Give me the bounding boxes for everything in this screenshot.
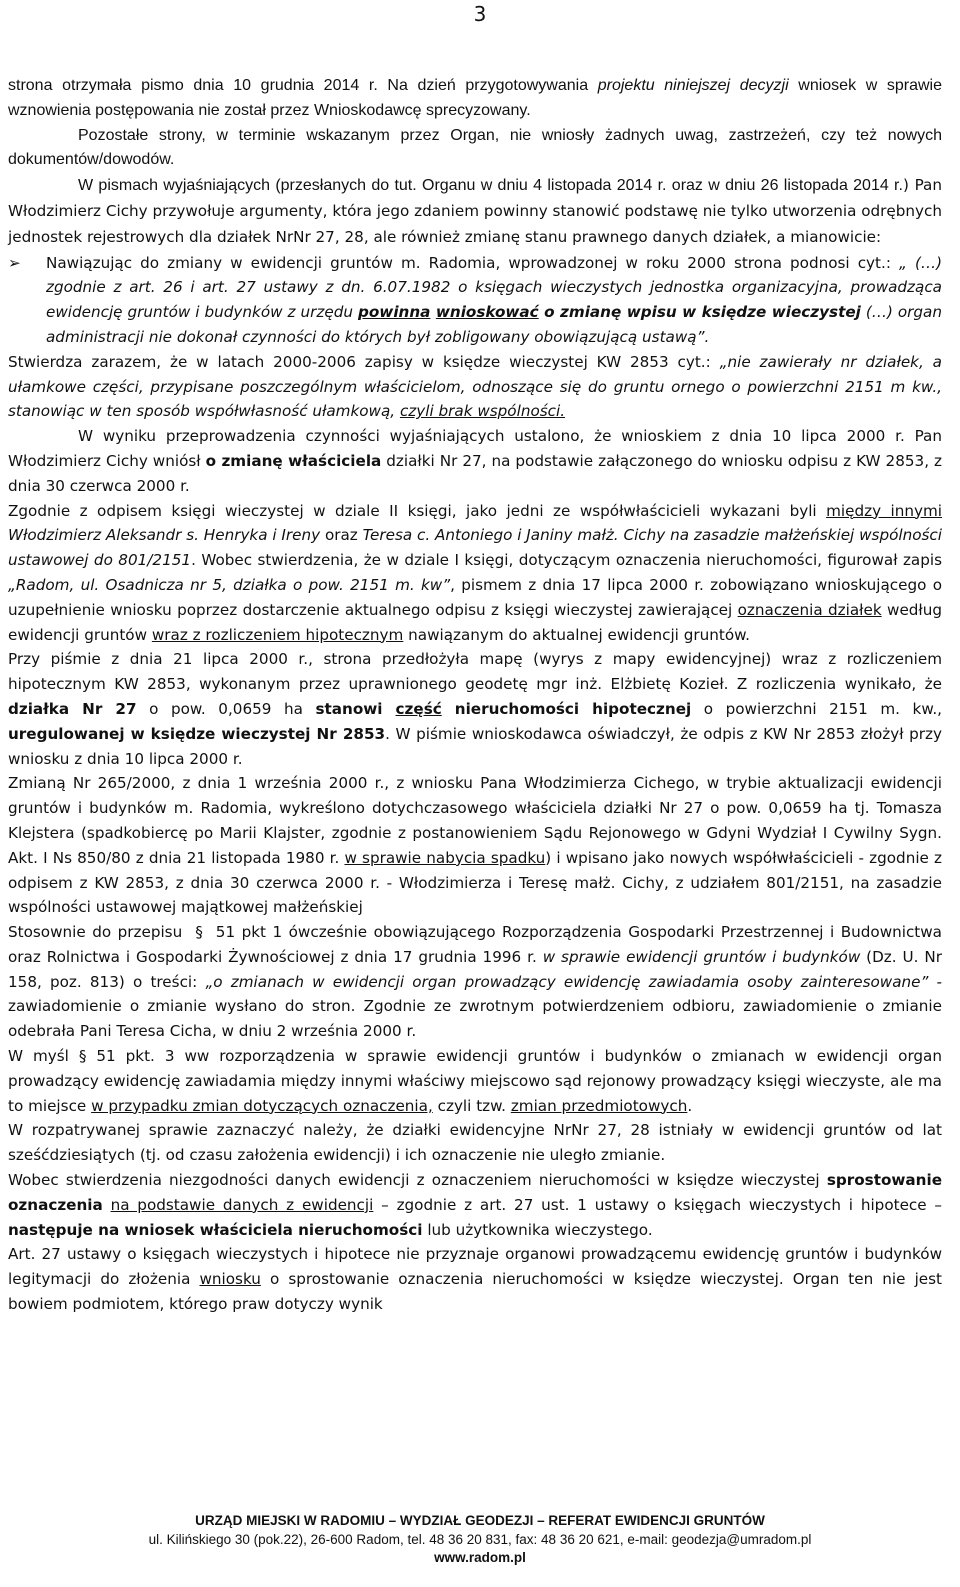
footer-website-link[interactable]: www.radom.pl <box>434 1550 526 1565</box>
paragraph-13: Art. 27 ustawy o księgach wieczystych i hipotece nie przyznaje organowi prowadzącemu ewidencję gruntów i budynków legitymacji do złożenia wniosku o sprostowanie oznaczenia nieruchomości w księdze wieczystej. Organ ten nie jest bowiem podmiotem, którego praw dotyczy wynik <box>8 1245 942 1314</box>
paragraph-8: Zmianą Nr 265/2000, z dnia 1 września 2000 r., z wniosku Pana Włodzimierza Cichego, w trybie aktualizacji ewidencji gruntów i budynków m. Radomia, wykreślono dotychczasowego właściciela działki Nr 27 o pow. 0,0659 ha tj. Tomasza Klejstera (spadkobiercę po Marii Klajster, zgodnie z postanowieniem Sądu Rejonowego w Gdyni Wydział I Cywilny Sygn. Akt. I Ns 850/80 z dnia 21 listopada 1980 r. w sprawie nabycia spadku) i wpisano jako nowych współwłaścicieli - zgodnie z odpisem z KW 2853, z dnia 30 czerwca 2000 r. - Włodzimierza i Teresę małż. Cichy, z udziałem 801/2151, na zasadzie wspólności ustawowej majątkowej małżeńskiej <box>8 774 942 917</box>
footer-address: ul. Kilińskiego 30 (pok.22), 26-600 Radom, tel. 48 36 20 831, fax: 48 36 20 621, e-mail: geodezja@umradom.pl <box>148 1532 812 1547</box>
paragraph-10: W myśl § 51 pkt. 3 ww rozporządzenia w sprawie ewidencji gruntów i budynków o zmianach w ewidencji organ prowadzący ewidencję zawiadamia między innymi właściwy miejscowo sąd rejonowy prowadzący księgi wieczyste, ale ma to miejsce w przypadku zmian dotyczących oznaczenia, czyli tzw. zmian przedmiotowych. <box>8 1047 942 1115</box>
bullet-item: ➢ Nawiązując do zmiany w ewidencji gruntów m. Radomia, wprowadzonej w roku 2000 strona podnosi cyt.: „ (…) zgodnie z art. 26 i art. 27 ustawy z dn. 6.07.1982 o księgach wieczystych jednostka organizacyjna, prowadząca ewidencję gruntów i budynków z urzędu powinna wnioskować o zmianę wpisu w księdze wieczystej (…) organ administracji nie dokonał czynności do których był zobligowany obowiązującą ustawą”. <box>8 253 943 346</box>
paragraph-12: Wobec stwierdzenia niezgodności danych ewidencji z oznaczeniem nieruchomości w księdze wieczystej sprostowanie oznaczenia na podstawie danych z ewidencji – zgodnie z art. 27 ust. 1 ustawy o księgach wieczystych i hipotece – następuje na wniosek właściciela nieruchomości lub użytkownika wieczystego. <box>8 1171 943 1239</box>
paragraph-11: W rozpatrywanej sprawie zaznaczyć należy, że działki ewidencyjne NrNr 27, 28 istniały w ewidencji gruntów od lat sześćdziesiątych (tj. od czasu założenia ewidencji) i ich oznaczenie nie uległo zmianie. <box>8 1121 942 1165</box>
paragraph-7: Przy piśmie z dnia 21 lipca 2000 r., strona przedłożyła mapę (wyrys z mapy ewidencyjnej) wraz z rozliczeniem hipotecznym KW 2853, wykonanym przez uprawnionego geodetę mgr inż. Elżbietę Kozieł. Z rozliczenia wynikało, że działka Nr 27 o pow. 0,0659 ha stanowi część nieruchomości hipotecznej o powierzchni 2151 m. kw., uregulowanej w księdze wieczystej Nr 2853. W piśmie wnioskodawca oświadczył, że odpis z KW Nr 2853 złożył przy wniosku z dnia 10 lipca 2000 r. <box>8 650 942 768</box>
paragraph-1: strona otrzymała pismo dnia 10 grudnia 2014 r. Na dzień przygotowywania projektu niniejszej decyzji wniosek w sprawie wznowienia postępowania nie został przez Wnioskodawcę sprecyzowany. <box>8 77 943 119</box>
paragraph-6: Zgodnie z odpisem księgi wieczystej w dziale II księgi, jako jedni ze współwłaścicieli wykazani byli między innymi Włodzimierz Aleksandr s. Henryka i Ireny oraz Teresa c. Antoniego i Janiny małż. Cichy na zasadzie małżeńskiej wspólności ustawowej do 801/2151. Wobec stwierdzenia, że w dziale I księgi, dotyczącym oznaczenia nieruchomości, figurował zapis „Radom, ul. Osadnicza nr 5, działka o pow. 2151 m. kw”, pismem z dnia 17 lipca 2000 r. zobowiązano wnioskującego o uzupełnienie wniosku poprzez dostarczenie aktualnego odpisu z księgi wieczystej zawierającej oznaczenia działek według ewidencji gruntów wraz z rozliczeniem hipotecznym nawiązanym do aktualnej ewidencji gruntów. <box>8 501 943 644</box>
paragraph-5: W wyniku przeprowadzenia czynności wyjaśniających ustalono, że wnioskiem z dnia 10 lipca 2000 r. Pan Włodzimierz Cichy wniósł o zmianę właściciela działki Nr 27, na podstawie załączonego do wniosku odpisu z KW 2853, z dnia 30 czerwca 2000 r. <box>8 427 942 495</box>
paragraph-2: Pozostałe strony, w terminie wskazanym przez Organ, nie wniosły żadnych uwag, zastrzeżeń, czy też nowych dokumentów/dowodów. <box>8 126 942 169</box>
footer-office-name: URZĄD MIEJSKI W RADOMIU – WYDZIAŁ GEODEZJI – REFERAT EWIDENCJI GRUNTÓW <box>195 1513 765 1528</box>
page-number: 3 <box>473 2 487 26</box>
paragraph-3: W pismach wyjaśniających (przesłanych do tut. Organu w dniu 4 listopada 2014 r. oraz w dniu 26 listopada 2014 r.) Pan Włodzimierz Cichy przywołuje argumenty, która jego zdaniem powinny stanowić podstawę nie tylko utworzenia odrębnych jednostek rejestrowych dla działek NrNr 27, 28, ale również zmianę stanu prawnego danych działek, a mianowicie: <box>8 176 942 246</box>
paragraph-9: Stosownie do przepisu § 51 pkt 1 ówcześnie obowiązującego Rozporządzenia Gospodarki Przestrzennej i Budownictwa oraz Rolnictwa i Gospodarki Żywnościowej z dnia 17 grudnia 1996 r. w sprawie ewidencji gruntów i budynków (Dz. U. Nr 158, poz. 813) o treści: „o zmianach w ewidencji organ prowadzący ewidencję zawiadamia osoby zainteresowane” - zawiadomienie o zmianie wysłano do stron. Zgodnie ze zwrotnym potwierdzeniem odbioru, zawiadomienie o zmianie odebrała Pani Teresa Cicha, w dniu 2 września 2000 r. <box>8 923 942 1041</box>
document-body <box>8 74 942 1317</box>
paragraph-4: Stwierdza zarazem, że w latach 2000-2006 zapisy w księdze wieczystej KW 2853 cyt.: „nie zawierały nr działek, a ułamkowe części, przypisane poszczególnym właścicielom, odnoszące się do gruntu ornego o powierzchni 2151 m kw., stanowiąc w ten sposób współwłasność ułamkową, czyli brak wspólności. <box>8 352 942 421</box>
